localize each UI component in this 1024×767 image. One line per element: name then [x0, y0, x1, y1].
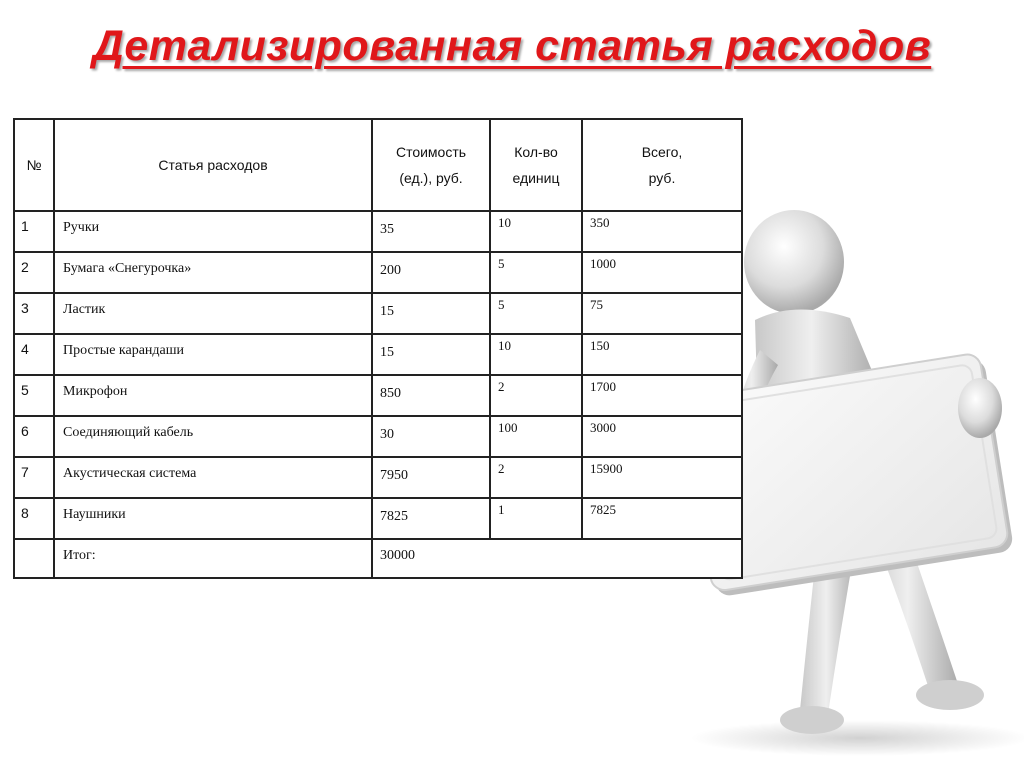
table-row [14, 293, 742, 334]
row-cost: 15 [372, 334, 490, 375]
table-row [14, 211, 742, 252]
row-number: 2 [14, 252, 54, 293]
header-total [582, 119, 742, 211]
row-number: 5 [14, 375, 54, 416]
row-item: Бумага «Снегурочка» [54, 252, 372, 293]
summary-value: 30000 [372, 539, 742, 578]
header-quantity-line1: Кол-во [514, 144, 558, 160]
row-item: Соединяющий кабель [54, 416, 372, 457]
header-cost-line2: (ед.), руб. [399, 170, 463, 186]
row-item: Простые карандаши [54, 334, 372, 375]
header-quantity-line2: единиц [512, 170, 560, 186]
expenses-table-container [13, 118, 743, 579]
table-row [14, 375, 742, 416]
row-number: 7 [14, 457, 54, 498]
header-total-line2: руб. [648, 170, 676, 186]
header-quantity [490, 119, 582, 211]
row-quantity: 1 [490, 498, 582, 539]
row-quantity: 2 [490, 375, 582, 416]
row-item: Ручки [54, 211, 372, 252]
row-number: 3 [14, 293, 54, 334]
row-cost: 200 [372, 252, 490, 293]
row-total: 150 [582, 334, 742, 375]
row-item: Наушники [54, 498, 372, 539]
row-cost: 30 [372, 416, 490, 457]
table-row [14, 416, 742, 457]
row-total: 15900 [582, 457, 742, 498]
row-quantity: 10 [490, 211, 582, 252]
slide-title: Детализированная статья расходов [92, 22, 932, 70]
row-cost: 7825 [372, 498, 490, 539]
table-row [14, 457, 742, 498]
row-total: 75 [582, 293, 742, 334]
header-number: № [14, 119, 54, 211]
table-row [14, 498, 742, 539]
row-quantity: 5 [490, 252, 582, 293]
row-item: Микрофон [54, 375, 372, 416]
table-header-row [14, 119, 742, 211]
summary-row [14, 539, 742, 578]
row-quantity: 5 [490, 293, 582, 334]
summary-label: Итог: [54, 539, 372, 578]
row-item: Ластик [54, 293, 372, 334]
row-cost: 15 [372, 293, 490, 334]
row-number: 4 [14, 334, 54, 375]
row-quantity: 100 [490, 416, 582, 457]
header-cost-line1: Стоимость [395, 144, 467, 160]
header-total-line1: Всего, [641, 144, 683, 160]
row-quantity: 2 [490, 457, 582, 498]
header-cost [372, 119, 490, 211]
row-number: 1 [14, 211, 54, 252]
row-number: 6 [14, 416, 54, 457]
header-item: Статья расходов [54, 119, 372, 211]
table-row [14, 252, 742, 293]
row-total: 350 [582, 211, 742, 252]
row-total: 7825 [582, 498, 742, 539]
summary-number-cell [14, 539, 54, 578]
row-cost: 850 [372, 375, 490, 416]
row-total: 1000 [582, 252, 742, 293]
row-total: 3000 [582, 416, 742, 457]
row-cost: 35 [372, 211, 490, 252]
table-row [14, 334, 742, 375]
row-cost: 7950 [372, 457, 490, 498]
expenses-table [13, 118, 743, 579]
row-number: 8 [14, 498, 54, 539]
row-total: 1700 [582, 375, 742, 416]
row-quantity: 10 [490, 334, 582, 375]
row-item: Акустическая система [54, 457, 372, 498]
